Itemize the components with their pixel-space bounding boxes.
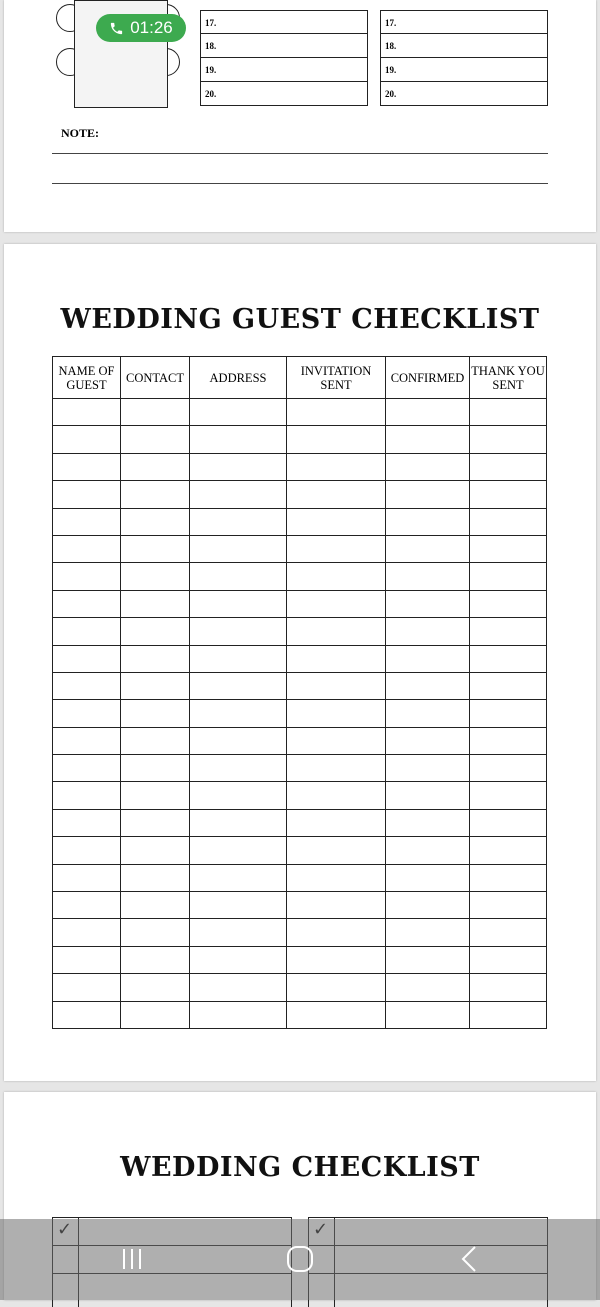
table-cell: [287, 727, 386, 754]
table-cell: [470, 535, 547, 562]
table-row: [53, 946, 547, 973]
table-cell: [386, 809, 470, 836]
table-cell: [470, 399, 547, 426]
table-cell: [287, 453, 386, 480]
call-timer: 01:26: [130, 18, 173, 37]
table-cell: [470, 919, 547, 946]
table-cell: [53, 892, 121, 919]
table-cell: [470, 453, 547, 480]
table-cell: [121, 700, 190, 727]
table-cell: [190, 782, 287, 809]
table-cell: [53, 535, 121, 562]
table-header-row: [53, 357, 547, 399]
table-cell: [190, 535, 287, 562]
seat-number: 20.: [200, 82, 368, 106]
table-cell: [287, 481, 386, 508]
note-line: [52, 153, 548, 154]
table-cell: [53, 1001, 121, 1028]
table-cell: [190, 837, 287, 864]
table-cell: [190, 1001, 287, 1028]
seat-number: 17.: [200, 10, 368, 34]
table-cell: [53, 782, 121, 809]
table-cell: [190, 946, 287, 973]
table-cell: [287, 809, 386, 836]
seat-number: 19.: [200, 58, 368, 82]
table-cell: [386, 672, 470, 699]
table-cell: [287, 399, 386, 426]
table-cell: [53, 727, 121, 754]
seat-number: 17.: [380, 10, 548, 34]
table-cell: [386, 919, 470, 946]
table-cell: [470, 672, 547, 699]
table-row: [53, 535, 547, 562]
table-cell: [53, 837, 121, 864]
table-cell: [287, 426, 386, 453]
table-row: [53, 563, 547, 590]
table-cell: [287, 946, 386, 973]
table-cell: [470, 645, 547, 672]
seat-number: 20.: [380, 82, 548, 106]
table-cell: [287, 892, 386, 919]
table-cell: [386, 837, 470, 864]
table-cell: [53, 618, 121, 645]
table-cell: [121, 837, 190, 864]
seat-number: 19.: [380, 58, 548, 82]
table-cell: [287, 563, 386, 590]
table-cell: [287, 974, 386, 1001]
column-header-address: ADDRESS: [190, 357, 287, 399]
table-cell: [121, 535, 190, 562]
table-row: [53, 974, 547, 1001]
seat-number: 18.: [380, 34, 548, 58]
back-icon: [457, 1244, 483, 1274]
table-row: [53, 453, 547, 480]
table-row: [53, 837, 547, 864]
table-cell: [121, 864, 190, 891]
table-cell: [121, 755, 190, 782]
table-cell: [386, 508, 470, 535]
table-cell: [470, 864, 547, 891]
table-cell: [53, 481, 121, 508]
table-cell: [53, 864, 121, 891]
table-cell: [287, 782, 386, 809]
table-cell: [53, 399, 121, 426]
table-cell: [190, 672, 287, 699]
table-cell: [190, 618, 287, 645]
table-cell: [386, 864, 470, 891]
table-cell: [53, 590, 121, 617]
table-cell: [121, 974, 190, 1001]
table-cell: [470, 892, 547, 919]
guest-checklist-page: [4, 244, 596, 1081]
seat-list-right: [380, 10, 548, 106]
table-cell: [386, 618, 470, 645]
table-cell: [190, 974, 287, 1001]
table-cell: [470, 837, 547, 864]
table-cell: [190, 645, 287, 672]
table-cell: [287, 1001, 386, 1028]
table-cell: [287, 535, 386, 562]
table-cell: [386, 755, 470, 782]
table-cell: [190, 755, 287, 782]
table-cell: [53, 919, 121, 946]
table-cell: [190, 919, 287, 946]
table-cell: [190, 508, 287, 535]
table-cell: [287, 645, 386, 672]
table-cell: [53, 453, 121, 480]
note-line: [52, 183, 548, 184]
table-row: [53, 809, 547, 836]
column-header-thank-you-sent: THANK YOU SENT: [470, 357, 547, 399]
table-cell: [287, 864, 386, 891]
table-cell: [386, 727, 470, 754]
table-cell: [470, 1001, 547, 1028]
table-cell: [190, 864, 287, 891]
table-cell: [53, 645, 121, 672]
table-cell: [470, 481, 547, 508]
back-button[interactable]: [448, 1241, 492, 1277]
table-cell: [386, 563, 470, 590]
table-cell: [287, 590, 386, 617]
table-cell: [470, 974, 547, 1001]
table-cell: [121, 946, 190, 973]
table-cell: [121, 1001, 190, 1028]
table-cell: [287, 618, 386, 645]
table-cell: [53, 974, 121, 1001]
seat-list-left: [200, 10, 368, 106]
column-header-invitation-sent: INVITATION SENT: [287, 357, 386, 399]
table-row: [53, 755, 547, 782]
table-cell: [53, 809, 121, 836]
table-row: [53, 864, 547, 891]
table-cell: [190, 481, 287, 508]
table-cell: [470, 727, 547, 754]
table-cell: [121, 563, 190, 590]
table-cell: [190, 399, 287, 426]
table-cell: [121, 426, 190, 453]
table-cell: [470, 426, 547, 453]
table-cell: [121, 645, 190, 672]
table-cell: [53, 672, 121, 699]
table-cell: [190, 590, 287, 617]
table-cell: [53, 700, 121, 727]
table-cell: [287, 700, 386, 727]
table-cell: [386, 946, 470, 973]
table-cell: [190, 809, 287, 836]
table-cell: [470, 782, 547, 809]
guest-checklist-table: [52, 356, 547, 1029]
page-title: WEDDING CHECKLIST: [120, 1152, 480, 1183]
table-row: [53, 508, 547, 535]
ongoing-call-pill[interactable]: [96, 14, 186, 42]
table-cell: [386, 399, 470, 426]
table-row: [53, 399, 547, 426]
table-cell: [190, 727, 287, 754]
table-cell: [470, 618, 547, 645]
system-navigation-bar: [0, 1219, 600, 1300]
table-cell: [386, 590, 470, 617]
table-row: [53, 426, 547, 453]
grid-line: [308, 1217, 548, 1218]
table-cell: [386, 892, 470, 919]
table-cell: [121, 590, 190, 617]
table-cell: [121, 809, 190, 836]
table-cell: [386, 974, 470, 1001]
table-row: [53, 1001, 547, 1028]
table-cell: [121, 481, 190, 508]
table-cell: [386, 481, 470, 508]
seating-chart-page: [4, 0, 596, 232]
recent-apps-icon: [118, 1245, 146, 1273]
table-cell: [121, 399, 190, 426]
table-cell: [53, 563, 121, 590]
table-cell: [190, 453, 287, 480]
table-cell: [470, 946, 547, 973]
table-cell: [287, 837, 386, 864]
table-cell: [53, 755, 121, 782]
table-cell: [470, 590, 547, 617]
table-cell: [386, 645, 470, 672]
home-icon: [285, 1244, 315, 1274]
table-cell: [53, 426, 121, 453]
home-button[interactable]: [278, 1241, 322, 1277]
table-cell: [470, 700, 547, 727]
table-cell: [386, 700, 470, 727]
column-header-name: NAME OF GUEST: [53, 357, 121, 399]
seat-number: 18.: [200, 34, 368, 58]
table-cell: [470, 755, 547, 782]
table-row: [53, 892, 547, 919]
table-cell: [190, 563, 287, 590]
table-cell: [287, 508, 386, 535]
table-cell: [190, 892, 287, 919]
table-row: [53, 672, 547, 699]
table-cell: [121, 919, 190, 946]
table-cell: [386, 426, 470, 453]
phone-icon: [109, 21, 124, 36]
table-cell: [190, 426, 287, 453]
table-cell: [121, 508, 190, 535]
table-cell: [121, 672, 190, 699]
table-cell: [121, 618, 190, 645]
recent-apps-button[interactable]: [110, 1241, 154, 1277]
table-cell: [53, 508, 121, 535]
table-row: [53, 919, 547, 946]
table-cell: [121, 453, 190, 480]
table-cell: [287, 919, 386, 946]
table-row: [53, 727, 547, 754]
table-cell: [121, 727, 190, 754]
table-cell: [470, 563, 547, 590]
table-row: [53, 618, 547, 645]
table-row: [53, 590, 547, 617]
table-cell: [121, 892, 190, 919]
table-row: [53, 782, 547, 809]
page-title: WEDDING GUEST CHECKLIST: [60, 304, 540, 335]
grid-line: [52, 1217, 292, 1218]
column-header-contact: CONTACT: [121, 357, 190, 399]
table-cell: [386, 453, 470, 480]
table-cell: [386, 535, 470, 562]
table-cell: [470, 809, 547, 836]
table-cell: [287, 672, 386, 699]
column-header-confirmed: CONFIRMED: [386, 357, 470, 399]
table-cell: [287, 755, 386, 782]
table-row: [53, 700, 547, 727]
table-cell: [470, 508, 547, 535]
note-label: NOTE:: [61, 126, 100, 140]
table-cell: [386, 1001, 470, 1028]
table-row: [53, 645, 547, 672]
guest-table-body: [53, 399, 547, 1029]
table-cell: [386, 782, 470, 809]
table-cell: [121, 782, 190, 809]
table-cell: [190, 700, 287, 727]
table-row: [53, 481, 547, 508]
table-cell: [53, 946, 121, 973]
